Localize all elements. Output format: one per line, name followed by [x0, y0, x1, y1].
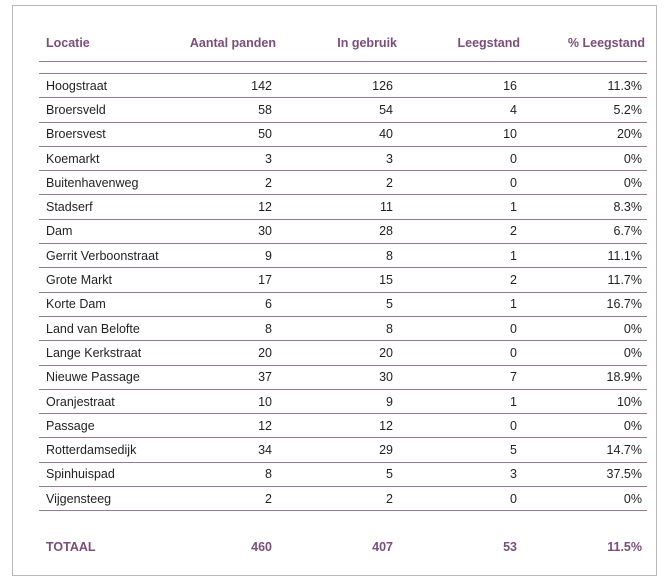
cell-aantal-panden: 3 [265, 151, 272, 166]
table-row [39, 317, 647, 341]
table-row [39, 171, 647, 195]
header-aantal-panden: Aantal panden [189, 35, 276, 50]
table-row [39, 414, 647, 438]
cell-leegstand: 7 [510, 370, 517, 385]
total-label: TOTAAL [46, 540, 96, 555]
table-frame [12, 5, 657, 576]
table-body [39, 74, 647, 511]
cell-locatie: Broersveld [46, 102, 106, 117]
cell-aantal-panden: 2 [265, 491, 272, 506]
table-row [39, 390, 647, 414]
cell-locatie: Stadserf [46, 200, 93, 215]
cell-leegstand: 1 [510, 248, 517, 263]
table-row [39, 487, 647, 511]
leegstand-table [39, 24, 647, 559]
cell-in-gebruik: 9 [386, 394, 393, 409]
cell-in-gebruik: 2 [386, 175, 393, 190]
cell-locatie: Rotterdamsedijk [46, 443, 137, 458]
cell-pct-leegstand: 0% [623, 345, 642, 360]
cell-aantal-panden: 9 [265, 248, 272, 263]
cell-aantal-panden: 20 [258, 345, 272, 360]
cell-locatie: Lange Kerkstraat [46, 345, 142, 360]
cell-in-gebruik: 54 [379, 102, 393, 117]
table-row [39, 98, 647, 122]
cell-locatie: Land van Belofte [46, 321, 140, 336]
cell-locatie: Dam [46, 224, 73, 239]
cell-locatie: Nieuwe Passage [46, 370, 140, 385]
total-aantal: 460 [251, 540, 272, 555]
cell-aantal-panden: 8 [265, 467, 272, 482]
cell-pct-leegstand: 14.7% [606, 443, 642, 458]
cell-aantal-panden: 50 [258, 127, 272, 142]
cell-in-gebruik: 29 [379, 443, 393, 458]
cell-pct-leegstand: 10% [616, 394, 642, 409]
table-row [39, 341, 647, 365]
cell-leegstand: 3 [510, 467, 517, 482]
cell-in-gebruik: 40 [379, 127, 393, 142]
cell-locatie: Vijgensteeg [46, 491, 112, 506]
total-pct: 11.5% [607, 540, 642, 555]
cell-aantal-panden: 58 [258, 102, 272, 117]
cell-pct-leegstand: 11.1% [607, 248, 642, 263]
cell-locatie: Passage [46, 418, 95, 433]
table-row [39, 293, 647, 317]
cell-locatie: Koemarkt [46, 151, 100, 166]
cell-aantal-panden: 12 [258, 200, 272, 215]
table-row [39, 195, 647, 219]
cell-aantal-panden: 37 [258, 370, 272, 385]
cell-locatie: Spinhuispad [46, 467, 115, 482]
cell-pct-leegstand: 0% [623, 175, 642, 190]
cell-locatie: Grote Markt [46, 273, 112, 288]
cell-aantal-panden: 17 [258, 273, 272, 288]
cell-leegstand: 1 [510, 394, 517, 409]
cell-pct-leegstand: 0% [623, 151, 642, 166]
total-row [39, 535, 647, 559]
cell-aantal-panden: 10 [258, 394, 272, 409]
cell-leegstand: 4 [510, 102, 517, 117]
cell-pct-leegstand: 8.3% [613, 200, 642, 215]
cell-in-gebruik: 8 [386, 248, 393, 263]
cell-leegstand: 2 [510, 224, 517, 239]
table-row [39, 123, 647, 147]
cell-leegstand: 0 [510, 345, 517, 360]
cell-leegstand: 0 [510, 321, 517, 336]
header-spacer [39, 62, 647, 74]
cell-locatie: Buitenhavenweg [46, 175, 139, 190]
cell-in-gebruik: 12 [379, 418, 393, 433]
cell-pct-leegstand: 11.7% [607, 273, 642, 288]
cell-leegstand: 0 [510, 491, 517, 506]
cell-locatie: Gerrit Verboonstraat [46, 248, 159, 263]
cell-in-gebruik: 20 [379, 345, 393, 360]
table-row [39, 463, 647, 487]
cell-in-gebruik: 11 [380, 200, 393, 215]
cell-in-gebruik: 8 [386, 321, 393, 336]
table-header [39, 24, 647, 62]
cell-pct-leegstand: 18.9% [606, 370, 642, 385]
cell-leegstand: 1 [510, 200, 517, 215]
table-row [39, 74, 647, 98]
header-leegstand: Leegstand [457, 35, 520, 50]
cell-aantal-panden: 34 [258, 443, 272, 458]
cell-leegstand: 1 [510, 297, 517, 312]
table-row [39, 438, 647, 462]
table-row [39, 147, 647, 171]
cell-leegstand: 5 [510, 443, 517, 458]
cell-locatie: Broersvest [46, 127, 106, 142]
cell-pct-leegstand: 16.7% [606, 297, 642, 312]
cell-aantal-panden: 6 [265, 297, 272, 312]
cell-leegstand: 10 [503, 127, 517, 142]
cell-leegstand: 16 [503, 78, 517, 93]
cell-leegstand: 0 [510, 175, 517, 190]
cell-in-gebruik: 5 [386, 297, 393, 312]
cell-pct-leegstand: 11.3% [607, 78, 642, 93]
total-leegstand: 53 [503, 540, 517, 555]
total-spacer [39, 511, 647, 535]
table-row [39, 220, 647, 244]
total-gebruik: 407 [372, 540, 393, 555]
cell-pct-leegstand: 5.2% [613, 102, 642, 117]
cell-pct-leegstand: 37.5% [606, 467, 642, 482]
cell-pct-leegstand: 0% [623, 491, 642, 506]
cell-leegstand: 2 [510, 273, 517, 288]
cell-in-gebruik: 28 [379, 224, 393, 239]
cell-in-gebruik: 30 [379, 370, 393, 385]
table-row [39, 244, 647, 268]
cell-pct-leegstand: 0% [623, 418, 642, 433]
header-pct-leegstand: % Leegstand [567, 35, 645, 50]
cell-locatie: Hoogstraat [46, 78, 108, 93]
cell-in-gebruik: 126 [372, 78, 393, 93]
cell-in-gebruik: 5 [386, 467, 393, 482]
cell-pct-leegstand: 6.7% [613, 224, 642, 239]
header-in-gebruik: In gebruik [337, 35, 397, 50]
table-row [39, 268, 647, 292]
cell-locatie: Oranjestraat [46, 394, 115, 409]
cell-aantal-panden: 8 [265, 321, 272, 336]
table-row [39, 366, 647, 390]
cell-in-gebruik: 3 [386, 151, 393, 166]
cell-aantal-panden: 142 [251, 78, 272, 93]
cell-locatie: Korte Dam [46, 297, 106, 312]
cell-aantal-panden: 2 [265, 175, 272, 190]
cell-leegstand: 0 [510, 151, 517, 166]
cell-in-gebruik: 15 [379, 273, 393, 288]
header-locatie: Locatie [46, 35, 90, 50]
cell-aantal-panden: 12 [258, 418, 272, 433]
cell-pct-leegstand: 0% [623, 321, 642, 336]
cell-aantal-panden: 30 [258, 224, 272, 239]
cell-in-gebruik: 2 [386, 491, 393, 506]
cell-leegstand: 0 [510, 418, 517, 433]
cell-pct-leegstand: 20% [616, 127, 642, 142]
